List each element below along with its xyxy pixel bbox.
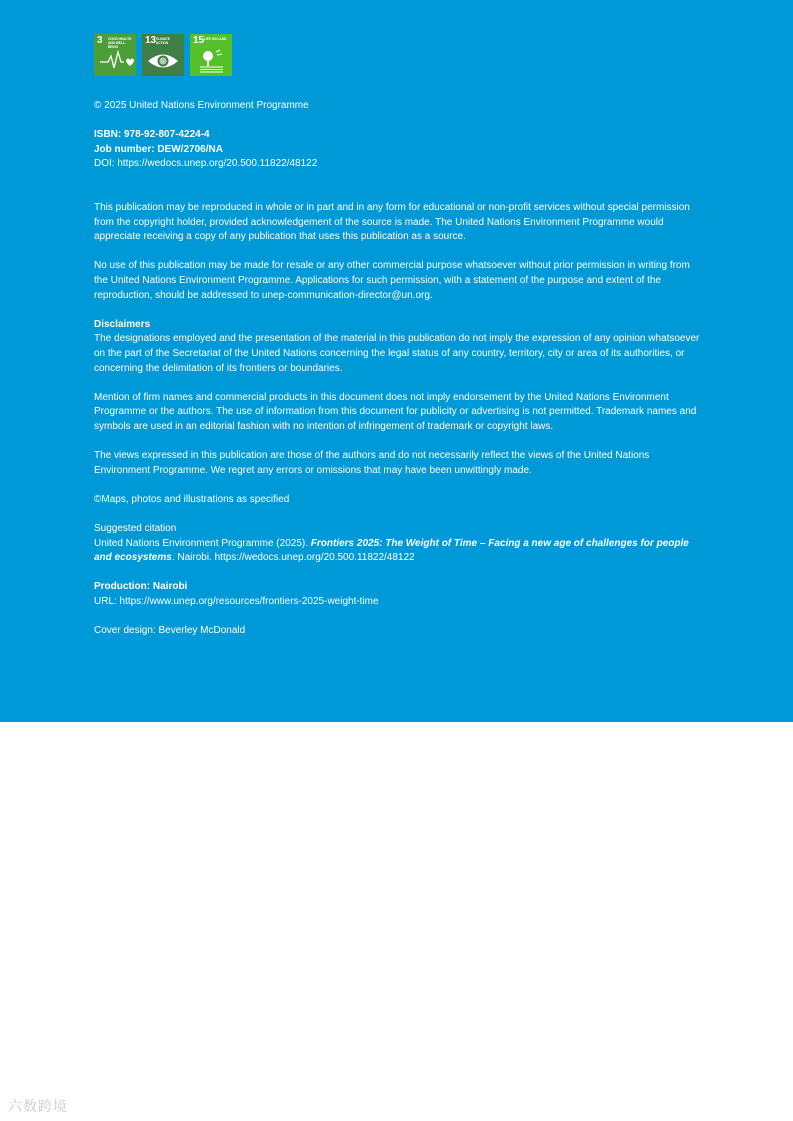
sdg-13-badge	[142, 34, 184, 76]
imprint-content	[94, 34, 704, 639]
watermark: 六数跨境	[8, 1099, 68, 1115]
job-number-line: Job number: DEW/2706/NA	[94, 143, 223, 155]
suggested-citation	[94, 522, 704, 566]
sdg-number: 15	[193, 35, 205, 46]
sdg-15-badge	[190, 34, 232, 76]
cover-design-line: Cover design: Beverley McDonald	[94, 625, 246, 637]
citation-label: Suggested citation	[94, 523, 177, 535]
isbn-line: ISBN: 978-92-807-4224-4	[94, 129, 210, 141]
disclaimers-heading: Disclaimers	[94, 318, 151, 330]
citation-title: Frontiers 2025: The Weight of Time – Facing a new age of challenges for people and ecosystems	[94, 537, 689, 564]
sdg-caption: CLIMATE ACTION	[156, 37, 170, 45]
views-paragraph: The views expressed in this publication are those of the authors and do not necessarily reflect the views of the United Nations Environment Programme. We regret any errors or omissions that may have been unwittingly made.	[94, 450, 650, 476]
sdg-icons	[94, 34, 704, 76]
sdg-caption: GOOD HEALTH AND WELL-BEING	[108, 37, 132, 49]
disclaimers-paragraph: The designations employed and the presentation of the material in this publication do not imply the expression of any opinion whatsoever on the part of the Secretariat of the United Nations concerning the legal status of any country, territory, city or area of its authorities, or concerning the delimitation of its frontiers or boundaries.	[94, 333, 700, 374]
resale-paragraph: No use of this publication may be made for resale or any other commercial purpose whatsoever without prior permission in writing from the United Nations Environment Programme. Applications for such permission, with a statement of the purpose and extent of the reproduction, should be addressed to unep-communication-director@un.org.	[94, 260, 690, 301]
citation-suffix: . Nairobi. https://wedocs.unep.org/20.500.11822/48122	[171, 552, 415, 564]
sdg-caption: LIFE ON LAND	[204, 37, 227, 41]
citation-text	[94, 537, 704, 566]
citation-prefix: United Nations Environment Programme (2025).	[94, 537, 311, 549]
maps-credit: ©Maps, photos and illustrations as specified	[94, 493, 290, 505]
url-line: URL: https://www.unep.org/resources/frontiers-2025-weight-time	[94, 596, 379, 607]
production-line: Production: Nairobi	[94, 581, 188, 593]
doi-line: DOI: https://wedocs.unep.org/20.500.11822/48122	[94, 158, 318, 170]
firm-names-paragraph: Mention of firm names and commercial products in this document does not imply endorsement by the United Nations Environment Programme or the authors. The use of information from this document for publicity or advertising is not permitted. Trademark names and symbols are used in an editorial fashion with no intention of infringement of trademark or copyright laws.	[94, 391, 697, 432]
reproduction-paragraph: This publication may be reproduced in whole or in part and in any form for educational or non-profit services without special permission from the copyright holder, provided acknowledgement of the source is made. The United Nations Environment Programme would appreciate receiving a copy of any publication that uses this publication as a source.	[94, 201, 690, 243]
copyright-line: © 2025 United Nations Environment Programme	[94, 100, 309, 111]
sdg-number: 3	[97, 35, 103, 46]
sdg-number: 13	[145, 35, 157, 46]
sdg-3-badge	[94, 34, 136, 76]
